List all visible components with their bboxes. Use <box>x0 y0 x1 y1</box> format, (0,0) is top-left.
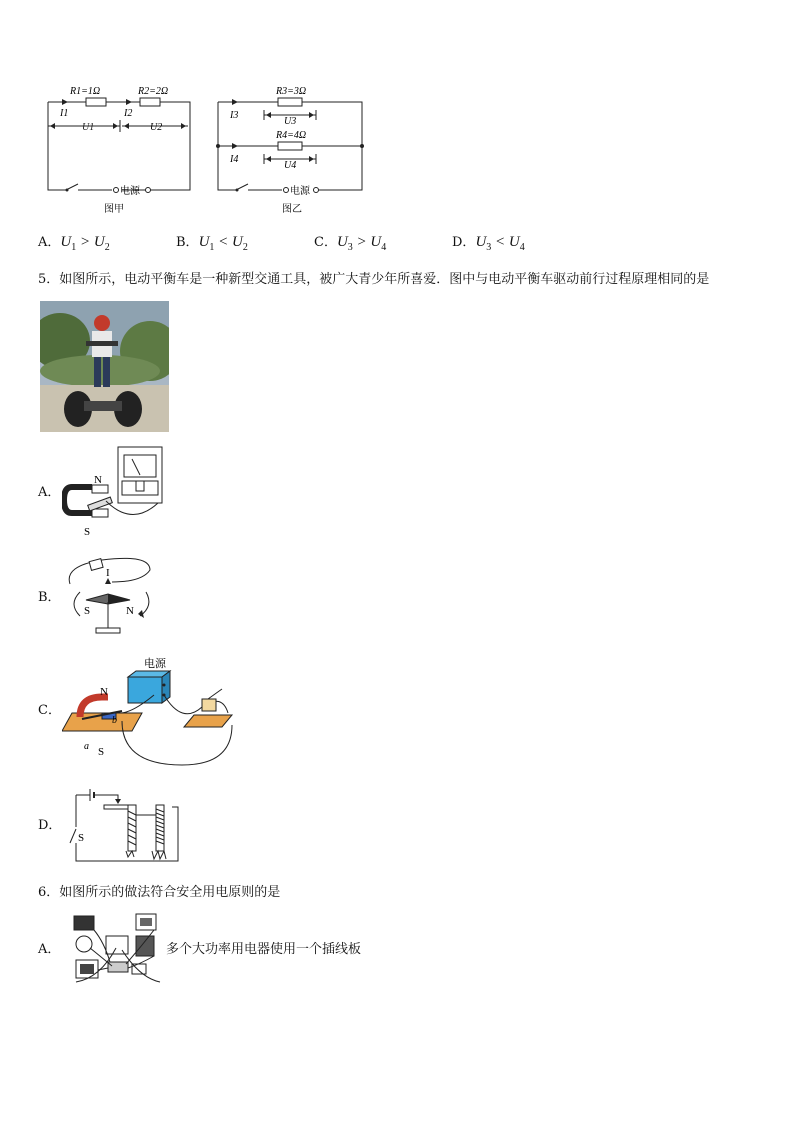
label-b: b <box>112 715 117 726</box>
q4-option-a[interactable]: A．$U_1 > U_2$ <box>38 234 110 253</box>
label-s-c: S <box>98 746 105 758</box>
label-n: N <box>94 474 102 486</box>
label-i4: I4 <box>230 154 239 165</box>
label-a: a <box>84 741 89 752</box>
q6-option-a-figure <box>70 912 166 984</box>
label-s: S <box>84 526 91 538</box>
q5-stem: 5．如图所示，电动平衡车是一种新型交通工具，被广大青少年所喜爱．图中与电动平衡车驱动前行过程原理相同的是 <box>38 272 710 287</box>
caption-jia: 图甲 <box>104 204 124 215</box>
label-s-d: S <box>78 832 85 844</box>
label-u1: U1 <box>82 122 95 133</box>
q5-option-b-label[interactable]: B． <box>38 590 61 605</box>
label-u2: U2 <box>150 122 163 133</box>
q4-option-d[interactable]: D．$U_3 < U_4$ <box>452 234 525 253</box>
label-source-c: 电源 <box>144 658 166 670</box>
circuit-diagram-yi <box>212 80 372 220</box>
q6-option-a-label[interactable]: A． <box>38 942 61 957</box>
label-u3: U3 <box>284 116 297 127</box>
q4-option-b[interactable]: B．$U_1 < U_2$ <box>176 234 248 253</box>
label-r1: R1=1Ω <box>70 86 101 97</box>
balance-scooter-photo <box>40 301 169 432</box>
label-i3: I3 <box>230 110 239 121</box>
label-u4: U4 <box>284 160 297 171</box>
resistor-r4 <box>278 142 302 150</box>
q5-option-d-figure <box>62 785 182 867</box>
label-n-c: N <box>100 686 108 698</box>
q4-option-c[interactable]: C．$U_3 > U_4$ <box>314 234 387 253</box>
label-i2: I2 <box>124 108 133 119</box>
q5-option-a-figure <box>62 445 172 540</box>
label-r2: R2=2Ω <box>138 86 169 97</box>
resistor-r1 <box>86 98 106 106</box>
label-r4: R4=4Ω <box>276 130 307 141</box>
q5-option-c-figure <box>62 655 242 770</box>
label-i: I <box>106 567 110 579</box>
resistor-r3 <box>278 98 302 106</box>
q5-option-c-label[interactable]: C． <box>38 703 61 718</box>
resistor-r2 <box>140 98 160 106</box>
q5-option-a-label[interactable]: A． <box>38 485 61 500</box>
source-label-yi: 电源 <box>290 186 310 197</box>
label-i1: I1 <box>60 108 69 119</box>
q6-option-a-text: 多个大功率用电器使用一个插线板 <box>166 942 362 957</box>
q5-option-b-figure <box>62 552 162 642</box>
q5-option-d-label[interactable]: D． <box>38 818 62 833</box>
caption-yi: 图乙 <box>282 204 302 215</box>
label-n-b: N <box>126 605 134 617</box>
label-r3: R3=3Ω <box>276 86 307 97</box>
label-s-b: S <box>84 605 91 617</box>
circuit-diagram-jia <box>40 80 200 220</box>
source-label-jia: 电源 <box>120 186 140 197</box>
q6-stem: 6．如图所示的做法符合安全用电原则的是 <box>38 885 281 900</box>
